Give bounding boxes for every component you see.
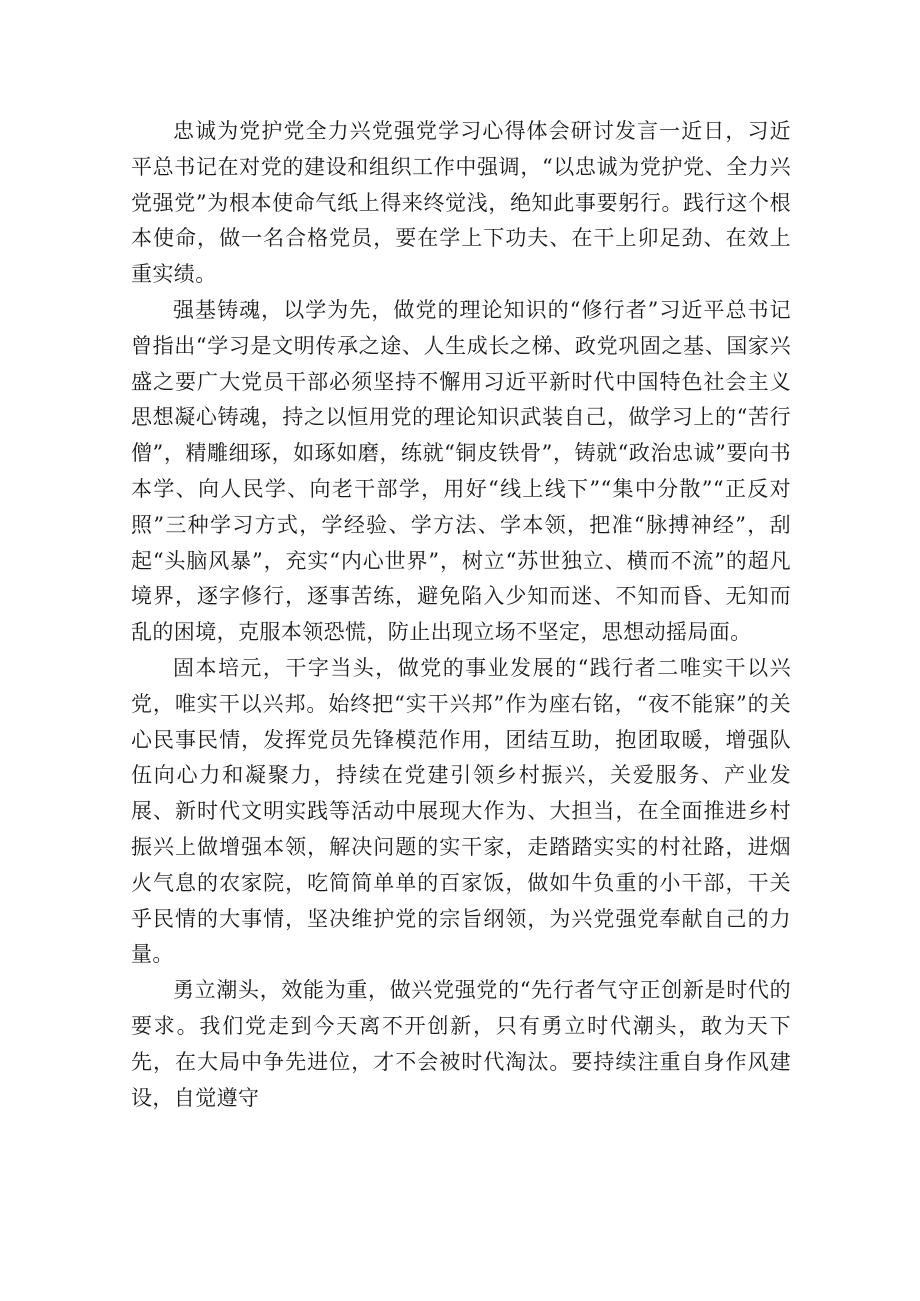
- document-body: [131, 114, 791, 1116]
- paragraph-practice: 固本培元，干字当头，做党的事业发展的“践行者二唯实干以兴党，唯实干以兴邦。始终把“实干兴邦”作为座右铭，“夜不能寐”的关心民事民情，发挥党员先锋模范作用，团结互助，抱团取暖，增强队伍向心力和凝聚力，持续在党建引领乡村振兴，关爱服务、产业发展、新时代文明实践等活动中展现大作为、大担当，在全面推进乡村振兴上做增强本领，解决问题的实干家，走踏踏实实的村社路，进烟火气息的农家院，吃简简单单的百家饭，做如牛负重的小干部，干关乎民情的大事情，坚决维护党的宗旨纲领，为兴党强党奉献自己的力量。: [131, 655, 791, 967]
- paragraph-innovation: 勇立潮头，效能为重，做兴党强党的“先行者气守正创新是时代的要求。我们党走到今天离不开创新，只有勇立时代潮头，敢为天下先，在大局中争先进位，才不会被时代淘汰。要持续注重自身作风建设，自觉遵守: [131, 978, 791, 1110]
- paragraph-study: 强基铸魂，以学为先，做党的理论知识的“修行者”习近平总书记曾指出“学习是文明传承之途、人生成长之梯、政党巩固之基、国家兴盛之要广大党员干部必须坚持不懈用习近平新时代中国特色社会主义思想凝心铸魂，持之以恒用党的理论知识武装自己，做学习上的“苦行僧”，精雕细琢，如琢如磨，练就“铜皮铁骨”，铸就“政治忠诚”要向书本学、向人民学、向老干部学，用好“线上线下”“集中分散”“正反对照”三种学习方式，学经验、学方法、学本领，把准“脉搏神经”，刮起“头脑风暴”，充实“内心世界”，树立“苏世独立、横而不流”的超凡境界，逐字修行，逐事苦练，避免陷入少知而迷、不知而昏、无知而乱的困境，克服本领恐慌，防止出现立场不坚定，思想动摇局面。: [131, 297, 791, 645]
- paragraph-intro: 忠诚为党护党全力兴党强党学习心得体会研讨发言一近日，习近平总书记在对党的建设和组织工作中强调，“以忠诚为党护党、全力兴党强党”为根本使命气纸上得来终觉浅，绝知此事要躬行。践行这个根本使命，做一名合格党员，要在学上下功夫、在干上卯足劲、在效上重实绩。: [131, 119, 791, 287]
